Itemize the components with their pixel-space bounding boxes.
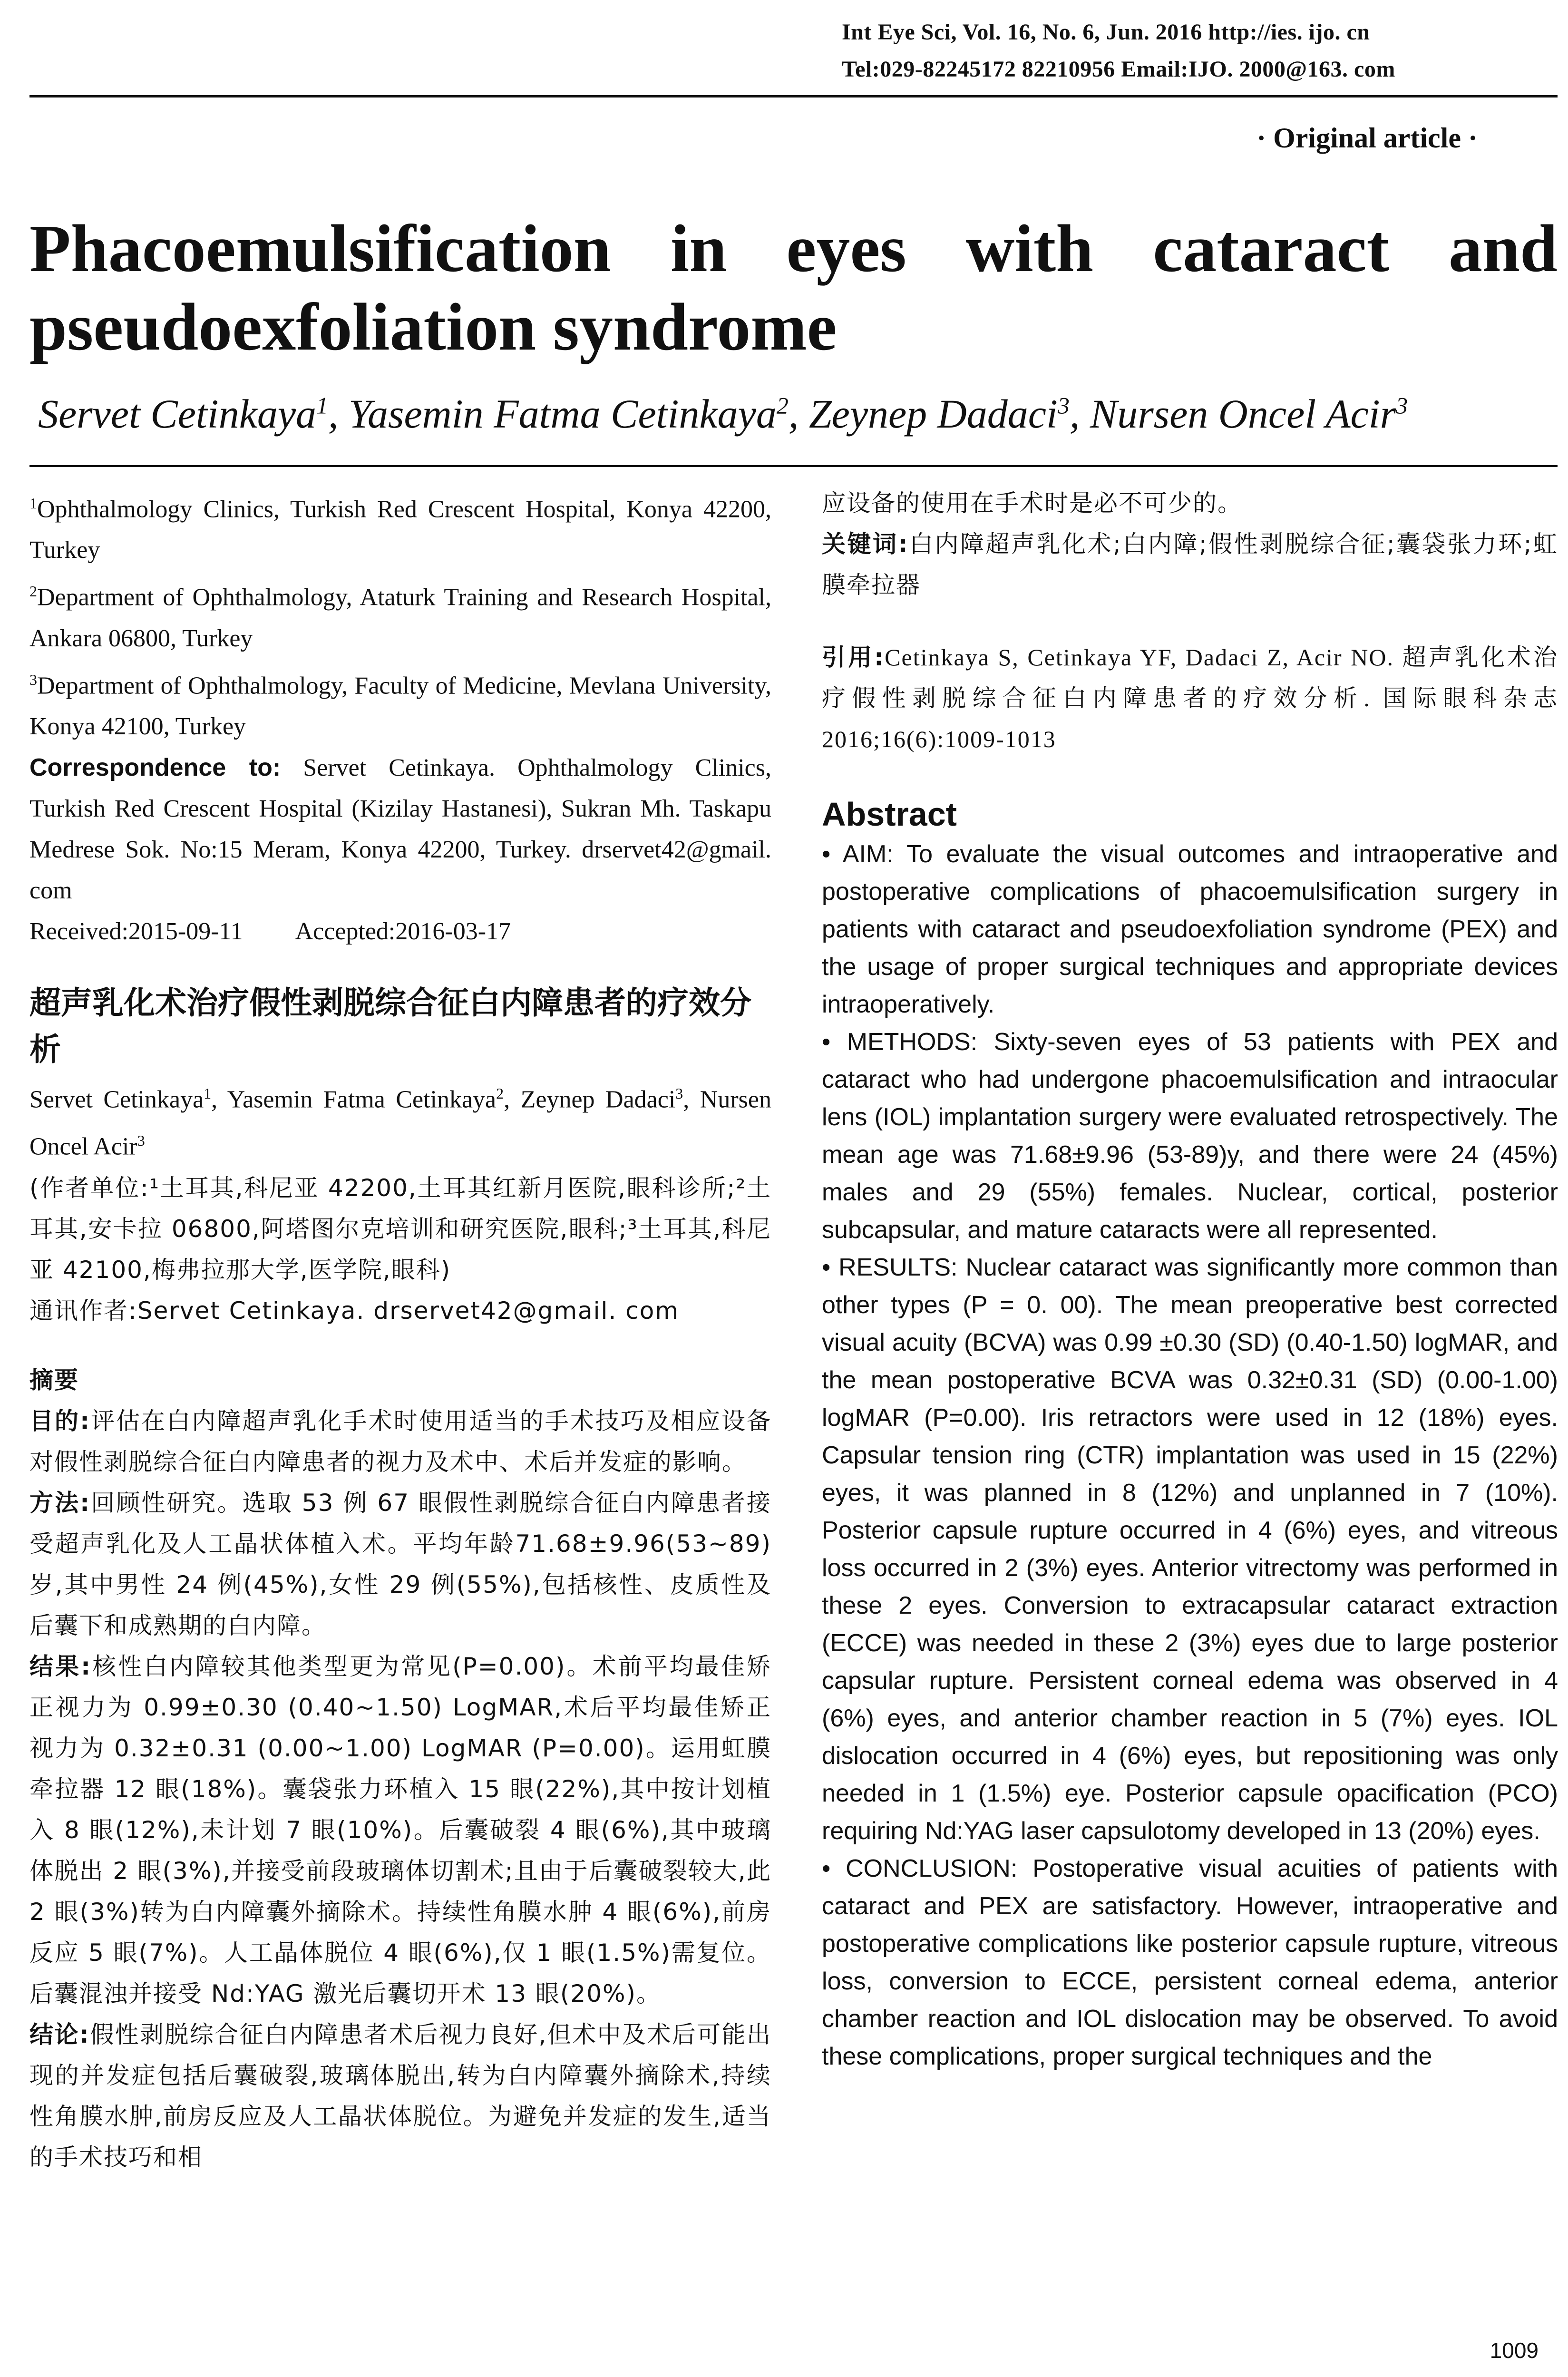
- article-type: · Original article ·: [1256, 122, 1478, 154]
- author-name: Servet Cetinkaya: [38, 391, 317, 437]
- chinese-affiliations: (作者单位:¹土耳其,科尼亚 42200,土耳其红新月医院,眼科诊所;²土耳其,安卡拉 06800,阿塔图尔克培训和研究医院,眼科;³土耳其,科尼亚 42100,梅弗拉那大学,医学院,眼科): [29, 1174, 771, 1284]
- page-number: 1009: [1490, 2338, 1539, 2363]
- abstract-methods: • METHODS: Sixty-seven eyes of 53 patients with PEX and cataract who had undergone phacoemulsification and intraocular lens (IOL) implantation surgery were evaluated retrospectively. The mean age was 71.68±9.96 (53-89)y, and there were 24 (45%) males and 29 (55%) females. Nuclear, cortical, posterior subcapsular, and mature cataracts were all represented.: [822, 1028, 1558, 1244]
- header-rule: [29, 95, 1558, 97]
- chinese-conclusion: 结论:假性剥脱综合征白内障患者术后视力良好,但术中及术后可能出现的并发症包括后囊破裂,玻璃体脱出,转为白内障囊外摘除术,持续性角膜水肿,前房反应及人工晶状体脱位。为避免并发症的发生,适当的手术技巧和相: [29, 2020, 771, 2171]
- chinese-aim: 目的:评估在白内障超声乳化手术时使用适当的手术技巧及相应设备对假性剥脱综合征白内障患者的视力及术中、术后并发症的影响。: [29, 1407, 772, 1476]
- author-affiliation-mark: 3: [1057, 392, 1070, 419]
- author-name: Zeynep Dadaci: [808, 391, 1058, 437]
- author-name: Yasemin Fatma Cetinkaya: [349, 391, 777, 437]
- citation: 引用:Cetinkaya S, Cetinkaya YF, Dadaci Z, Acir NO. 超声乳化术治疗假性剥脱综合征白内障患者的疗效分析. 国际眼科杂志 2016;16(6):1009-1013: [822, 643, 1558, 752]
- abstract-conclusion: • CONCLUSION: Postoperative visual acuities of patients with cataract and PEX are satisfactory. However, intraoperative and postoperative complications like posterior capsule rupture, vitreous loss, conversion to ECCE, persistent corneal edema, anterior chamber reaction and IOL dislocation may be observed. To avoid these complications, proper surgical techniques and the: [822, 1855, 1558, 2070]
- journal-header-line2: Tel:029-82245172 82210956 Email:IJO. 2000@163. com: [842, 57, 1395, 82]
- received-date: Received:2015-09-11: [29, 917, 243, 945]
- abstract-results: • RESULTS: Nuclear cataract was significantly more common than other types (P = 0. 00). The mean preoperative best corrected visual acuity (BCVA) was 0.99 ±0.30 (SD) (0.40-1.50) logMAR, and the mean postoperative BCVA was 0.32±0.31 (SD) (0.00-1.00) logMAR (P=0.00). Iris retractors were used in 12 (18%) eyes. Capsular tension ring (CTR) implantation was used in 15 (22%) eyes, it was planned in 8 (12%) and unplanned in 7 (10%). Posterior capsule rupture occurred in 4 (6%) eyes, and vitreous loss occurred in 2 (3%) eyes. Anterior vitrectomy was performed in these 2 eyes. Conversion to extracapsular cataract extraction (ECCE) was needed in these 2 (3%) eyes due to large posterior capsular rupture. Persistent corneal edema was observed in 4 (6%) eyes, and anterior chamber reaction in 5 (7%) eyes. IOL dislocation occurred in 4 (6%) eyes, but repositioning was only needed in 1 (1.5%) eye. Posterior capsule opacification (PCO) requiring Nd:YAG laser capsulotomy developed in 13 (20%) eyes.: [822, 1254, 1558, 1845]
- authors-rule: [29, 465, 1558, 467]
- journal-header-line1: Int Eye Sci, Vol. 16, No. 6, Jun. 2016 http://ies. ijo. cn: [842, 19, 1370, 45]
- chinese-methods: 方法:回顾性研究。选取 53 例 67 眼假性剥脱综合征白内障患者接受超声乳化及人工晶状体植入术。平均年龄71.68±9.96(53~89)岁,其中男性 24 例(45%),女性 29 例(55%),包括核性、皮质性及后囊下和成熟期的白内障。: [29, 1489, 771, 1639]
- title-word: and: [1448, 211, 1558, 286]
- affiliation: $^1$Ophthalmology Clinics, Turkish Red Crescent Hospital, Konya 42200, Turkey: [29, 495, 771, 564]
- author-name: Nursen Oncel Acir: [1090, 391, 1396, 437]
- author-list: Servet Cetinkaya$^1$, Yasemin Fatma Cetinkaya$^2$, Zeynep Dadaci$^3$, Nursen Oncel Acir$^3$: [38, 391, 1408, 437]
- article-title-line2: pseudoexfoliation syndrome: [29, 289, 837, 364]
- title-word: eyes: [786, 211, 906, 286]
- chinese-contact: 通讯作者:Servet Cetinkaya. drservet42@gmail. com: [29, 1296, 680, 1325]
- affiliation: $^3$Department of Ophthalmology, Faculty of Medicine, Mevlana University, Konya 42100, Turkey: [29, 671, 771, 740]
- author-affiliation-mark: 1: [316, 392, 329, 419]
- affiliation: $^2$Department of Ophthalmology, Ataturk Training and Research Hospital, Ankara 06800, Turkey: [29, 583, 771, 652]
- chinese-author-list: Servet Cetinkaya$^1$, Yasemin Fatma Cetinkaya$^2$, Zeynep Dadaci$^3$, Nursen Oncel Acir$^3$: [29, 1084, 771, 1160]
- chinese-results: 结果:核性白内障较其他类型更为常见(P=0.00)。术前平均最佳矫正视力为 0.99±0.30 (0.40~1.50) LogMAR,术后平均最佳矫正视力为 0.32±0.31 (0.00~1.00) LogMAR (P=0.00)。运用虹膜牵拉器 12 眼(18%)。囊袋张力环植入 15 眼(22%),其中按计划植入 8 眼(12%),未计划 7 眼(10%)。后囊破裂 4 眼(6%),其中玻璃体脱出 2 眼(3%),并接受前段玻璃体切割术;且由于后囊破裂较大,此 2 眼(3%)转为白内障囊外摘除术。持续性角膜水肿 4 眼(6%),前房反应 5 眼(7%)。人工晶体脱位 4 眼(6%),仅 1 眼(1.5%)需复位。后囊混浊并接受 Nd:YAG 激光后囊切开术 13 眼(20%)。: [29, 1652, 771, 2007]
- title-word: Phacoemulsification: [29, 211, 611, 286]
- abstract-aim: • AIM: To evaluate the visual outcomes and intraoperative and postoperative complications of phacoemulsification surgery in patients with cataract and pseudoexfoliation syndrome (PEX) and the usage of proper surgical techniques and appropriate devices intraoperatively.: [822, 840, 1558, 1018]
- abstract-heading: Abstract: [822, 796, 957, 833]
- right-column: [822, 483, 1558, 2075]
- correspondence-label: Correspondence to:: [29, 753, 281, 781]
- dates: [29, 911, 771, 952]
- title-word: with: [965, 211, 1094, 286]
- accepted-date: Accepted:2016-03-17: [295, 917, 511, 945]
- title-word: cataract: [1153, 211, 1389, 286]
- author-affiliation-mark: 2: [776, 392, 789, 419]
- author-affiliation-mark: 3: [1396, 392, 1408, 419]
- chinese-conclusion-continued: 应设备的使用在手术时是必不可少的。: [822, 489, 1242, 517]
- correspondence: Correspondence to: Servet Cetinkaya. Ophthalmology Clinics, Turkish Red Crescent Hospital (Kizilay Hastanesi), Sukran Mh. Taskapu Medrese Sok. No:15 Meram, Konya 42200, Turkey. drservet42@gmail. com: [29, 753, 771, 904]
- left-column: [29, 483, 771, 2178]
- chinese-abstract-heading: 摘要: [29, 1366, 79, 1394]
- article-title-line1: [29, 209, 1558, 288]
- chinese-keywords: 关键词:白内障超声乳化术;白内障;假性剥脱综合征;囊袋张力环;虹膜牵拉器: [822, 530, 1558, 599]
- title-word: in: [670, 211, 727, 286]
- chinese-title: 超声乳化术治疗假性剥脱综合征白内障患者的疗效分析: [29, 984, 751, 1068]
